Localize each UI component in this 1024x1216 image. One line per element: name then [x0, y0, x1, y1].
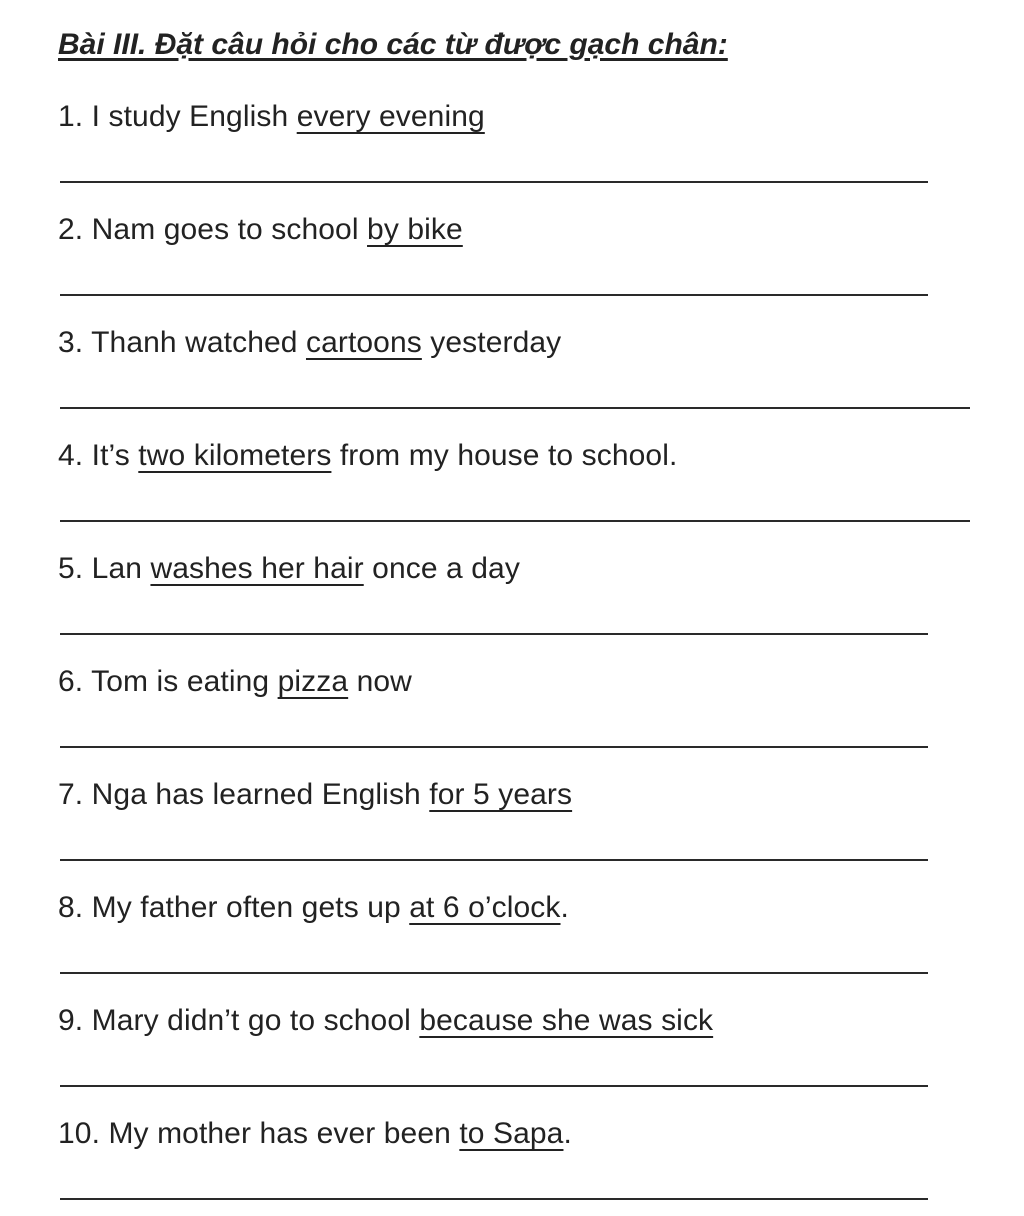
underlined-phrase: cartoons: [305, 326, 422, 359]
question-text-end: .: [563, 1117, 572, 1150]
question-text-end: .: [560, 891, 569, 924]
question-text: 4. It’s: [58, 439, 139, 472]
underlined-phrase: to Sapa: [459, 1117, 564, 1150]
answer-line-10[interactable]: [60, 1198, 928, 1200]
question-6: [58, 665, 412, 699]
question-text: 7. Nga has learned English: [58, 778, 430, 811]
question-text-end: yesterday: [421, 326, 562, 359]
answer-line-8[interactable]: [60, 972, 928, 974]
answer-line-7[interactable]: [60, 859, 928, 861]
question-text: 5. Lan: [58, 552, 151, 585]
underlined-phrase: two kilometers: [138, 439, 332, 472]
answer-line-5[interactable]: [60, 633, 928, 635]
question-4: [58, 439, 677, 473]
question-9: [58, 1004, 713, 1038]
answer-line-3[interactable]: [60, 407, 970, 409]
underlined-phrase: every evening: [296, 100, 485, 133]
exercise-title: Bài III. Đặt câu hỏi cho các từ được gạch chân:: [58, 28, 728, 61]
question-text: 9. Mary didn’t go to school: [58, 1004, 420, 1037]
question-8: [58, 891, 569, 925]
underlined-phrase: by bike: [367, 213, 463, 246]
question-10: [58, 1117, 572, 1151]
question-1: [58, 100, 485, 134]
question-2: [58, 213, 463, 247]
question-text: 10. My mother has ever been: [58, 1117, 460, 1150]
question-3: [58, 326, 561, 360]
question-5: [58, 552, 520, 586]
question-text: 8. My father often gets up: [58, 891, 410, 924]
underlined-phrase: for 5 years: [429, 778, 573, 811]
underlined-phrase: because she was sick: [419, 1004, 714, 1037]
question-text-end: now: [348, 665, 412, 698]
question-text: 2. Nam goes to school: [58, 213, 368, 246]
answer-line-2[interactable]: [60, 294, 928, 296]
underlined-phrase: pizza: [277, 665, 349, 698]
question-text: 6. Tom is eating: [58, 665, 278, 698]
question-text-end: from my house to school.: [331, 439, 678, 472]
question-text: 1. I study English: [58, 100, 297, 133]
underlined-phrase: at 6 o’clock: [409, 891, 561, 924]
question-7: [58, 778, 572, 812]
answer-line-6[interactable]: [60, 746, 928, 748]
underlined-phrase: washes her hair: [150, 552, 364, 585]
question-text-end: once a day: [363, 552, 520, 585]
answer-line-4[interactable]: [60, 520, 970, 522]
answer-line-1[interactable]: [60, 181, 928, 183]
answer-line-9[interactable]: [60, 1085, 928, 1087]
question-text: 3. Thanh watched: [58, 326, 306, 359]
